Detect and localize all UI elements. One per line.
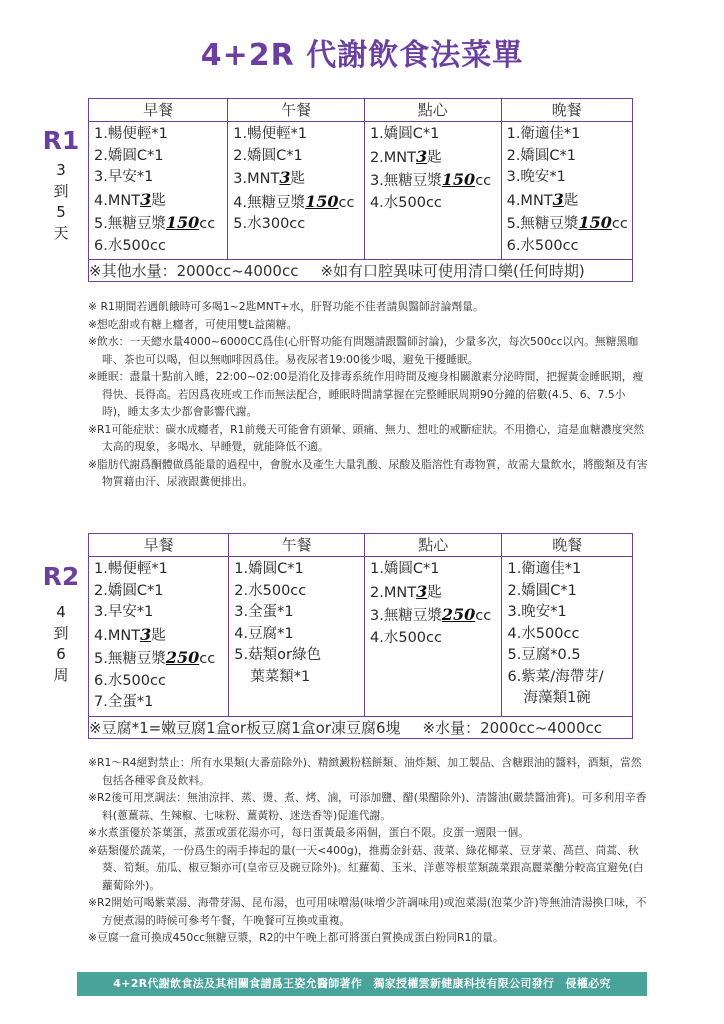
r1-note-row — [89, 260, 633, 282]
col-dinner: 晚餐 — [501, 99, 632, 122]
r2-note-water: ※水量：2000cc~4000cc — [422, 718, 602, 737]
handwritten-amount: 3 — [552, 189, 564, 209]
handwritten-amount: 150 — [305, 191, 339, 211]
handwritten-amount: 3 — [416, 146, 428, 166]
r1-dinner-cell: 1.衛適佳*1 2.嬌圓C*1 3.晚安*1 4.MNT3匙 5.無糖豆漿150cc 6.水500cc — [501, 122, 632, 260]
col-dinner: 晚餐 — [502, 534, 633, 557]
handwritten-amount: 3 — [140, 624, 152, 644]
col-snack: 點心 — [364, 99, 501, 122]
r1-note-mouth: ※如有口腔異味可使用清口樂(任何時期) — [320, 262, 585, 280]
handwritten-amount: 150 — [578, 213, 612, 232]
handwritten-amount: 250 — [441, 605, 476, 624]
col-lunch: 午餐 — [228, 99, 365, 122]
r2-note-tofu: ※豆腐*1=嫩豆腐1盒or板豆腐1盒or凍豆腐6塊 — [89, 718, 401, 737]
r1-breakfast-cell: 1.暢便輕*1 2.嬌圓C*1 3.早安*1 4.MNT3匙 5.無糖豆漿150cc 6.水500cc — [89, 122, 228, 260]
r1-notes: ※ R1期間若遇飢餓時可多喝1~2匙MNT+水，肝腎功能不佳者請與醫師討論劑量。 ※想吃甜或有糖上癮者，可使用雙L益菌糖。 ※飲水：一天總水量4000~6000CC爲佳(心肝腎功能有問題請跟醫師討論)，少量多次，每次500cc以內。無糖黑咖啡、茶也可以喝，但以無咖啡因爲佳。易夜尿者19:00後少喝，避免干擾睡眠。 ※睡眠：盡量十點前入睡，22:00~02:00是消化及排毒系統作用時間及瘦身相關激素分泌時間，把握黃金睡眠期，瘦得快、長得高。若因爲夜班或工作而無法配合，睡眠時間請掌握在完整睡眠周期90分鐘的倍數(4.5、6、7.5小時)，睡太多太少都會影響代謝。 ※R1可能症狀：碳水成癮者，R1前幾天可能會有頭暈、頭痛、無力、想吐的戒斷症狀。不用擔心，這是血糖濃度突然太高的現象，多喝水、早睡覺，就能降低不適。 ※脂肪代謝爲酮體做爲能量的過程中，會脫水及產生大量乳酸、尿酸及脂溶性有毒物質，故需大量飲水，將酸類及有害物質藉由汗、尿液跟糞便排出。 — [88, 300, 648, 488]
r2-snack-cell: 1.嬌圓C*1 2.MNT3匙 3.無糖豆漿250cc 4.水500cc — [365, 557, 502, 717]
handwritten-amount: 3 — [140, 189, 152, 209]
r1-menu-table — [88, 98, 633, 282]
copyright-footer: 4+2R代謝飲食法及其相關食譜爲王姿允醫師著作 獨家授權雲新健康科技有限公司發行 侵權必究 — [77, 972, 647, 996]
r1-note-water: ※其他水量：2000cc~4000cc — [89, 262, 299, 280]
r2-name: R2 — [42, 562, 80, 591]
handwritten-amount: 150 — [441, 170, 476, 189]
r1-snack-cell: 1.嬌圓C*1 2.MNT3匙 3.無糖豆漿150cc 4.水500cc — [364, 122, 501, 260]
col-breakfast: 早餐 — [89, 534, 229, 557]
r2-breakfast-cell: 1.暢便輕*1 2.嬌圓C*1 3.早安*1 4.MNT3匙 5.無糖豆漿250cc 6.水500cc 7.全蛋*1 — [89, 557, 229, 717]
r1-name: R1 — [42, 126, 80, 155]
handwritten-amount: 3 — [279, 168, 291, 187]
r2-dinner-cell: 1.衛適佳*1 2.嬌圓C*1 3.晚安*1 4.水500cc 5.豆腐*0.5 6.紫菜/海帶芽/ 海藻類1碗 — [502, 557, 633, 717]
r1-days: 3 到 5 天 — [53, 161, 69, 242]
r2-menu-table — [88, 533, 633, 739]
r2-notes: ※R1～R4絕對禁止：所有水果類(大番茄除外)、精緻澱粉糕餅類、油炸類、加工製品、含糖跟油的醬料，酒類，當然包括各種零食及飲料。 ※R2後可用烹調法：無油涼拌、蒸、燙、煮、烤、滷，可添加鹽、醋(果醋除外)、清醬油(嚴禁醬油膏)。可多利用辛香料(蔥薑蒜、生辣椒、七味粉、薑黃粉、迷迭香等)促進代謝。 ※水煮蛋優於茶葉蛋，蒸蛋或蛋花湯亦可，每日蛋黃最多兩個，蛋白不限。皮蛋一週限一個。 ※菇類優於蔬菜，一份爲生的兩手捧起的量(一天<400g)，推薦金針菇、菠菜、綠花椰菜、豆芽菜、萵苣、茼蒿、秋葵、筍類。茄瓜、椒豆類亦可(皇帝豆及碗豆除外)。紅蘿蔔、玉米、洋蔥等根莖類蔬菜跟高麗菜醣分較高宜避免(白蘿蔔除外)。 ※R2開始可喝紫菜湯、海帶芽湯、昆布湯，也可用味噌湯(味增少許調味用)或泡菜湯(泡菜少許)等無油清湯換口味，不方便煮湯的時候可參考午餐，午晚餐可互換或重複。 ※豆腐一盒可換成450cc無糖豆漿，R2的中午晚上都可將蛋白質換成蛋白粉同R1的量。 — [88, 756, 647, 944]
handwritten-amount: 3 — [416, 581, 428, 601]
col-lunch: 午餐 — [229, 534, 365, 557]
r2-lunch-cell: 1.嬌圓C*1 2.水500cc 3.全蛋*1 4.豆腐*1 5.菇類or綠色 葉菜類*1 — [229, 557, 365, 717]
r1-lunch-cell: 1.暢便輕*1 2.嬌圓C*1 3.MNT3匙 4.無糖豆漿150cc 5.水300cc — [228, 122, 365, 260]
col-breakfast: 早餐 — [89, 99, 228, 122]
col-snack: 點心 — [365, 534, 502, 557]
handwritten-amount: 250 — [165, 648, 200, 667]
r2-note-row — [89, 716, 633, 738]
handwritten-amount: 150 — [165, 213, 200, 232]
r2-days: 4 到 6 周 — [53, 603, 69, 684]
page-title: 4+2R 代謝飲食法菜單 — [200, 38, 524, 73]
